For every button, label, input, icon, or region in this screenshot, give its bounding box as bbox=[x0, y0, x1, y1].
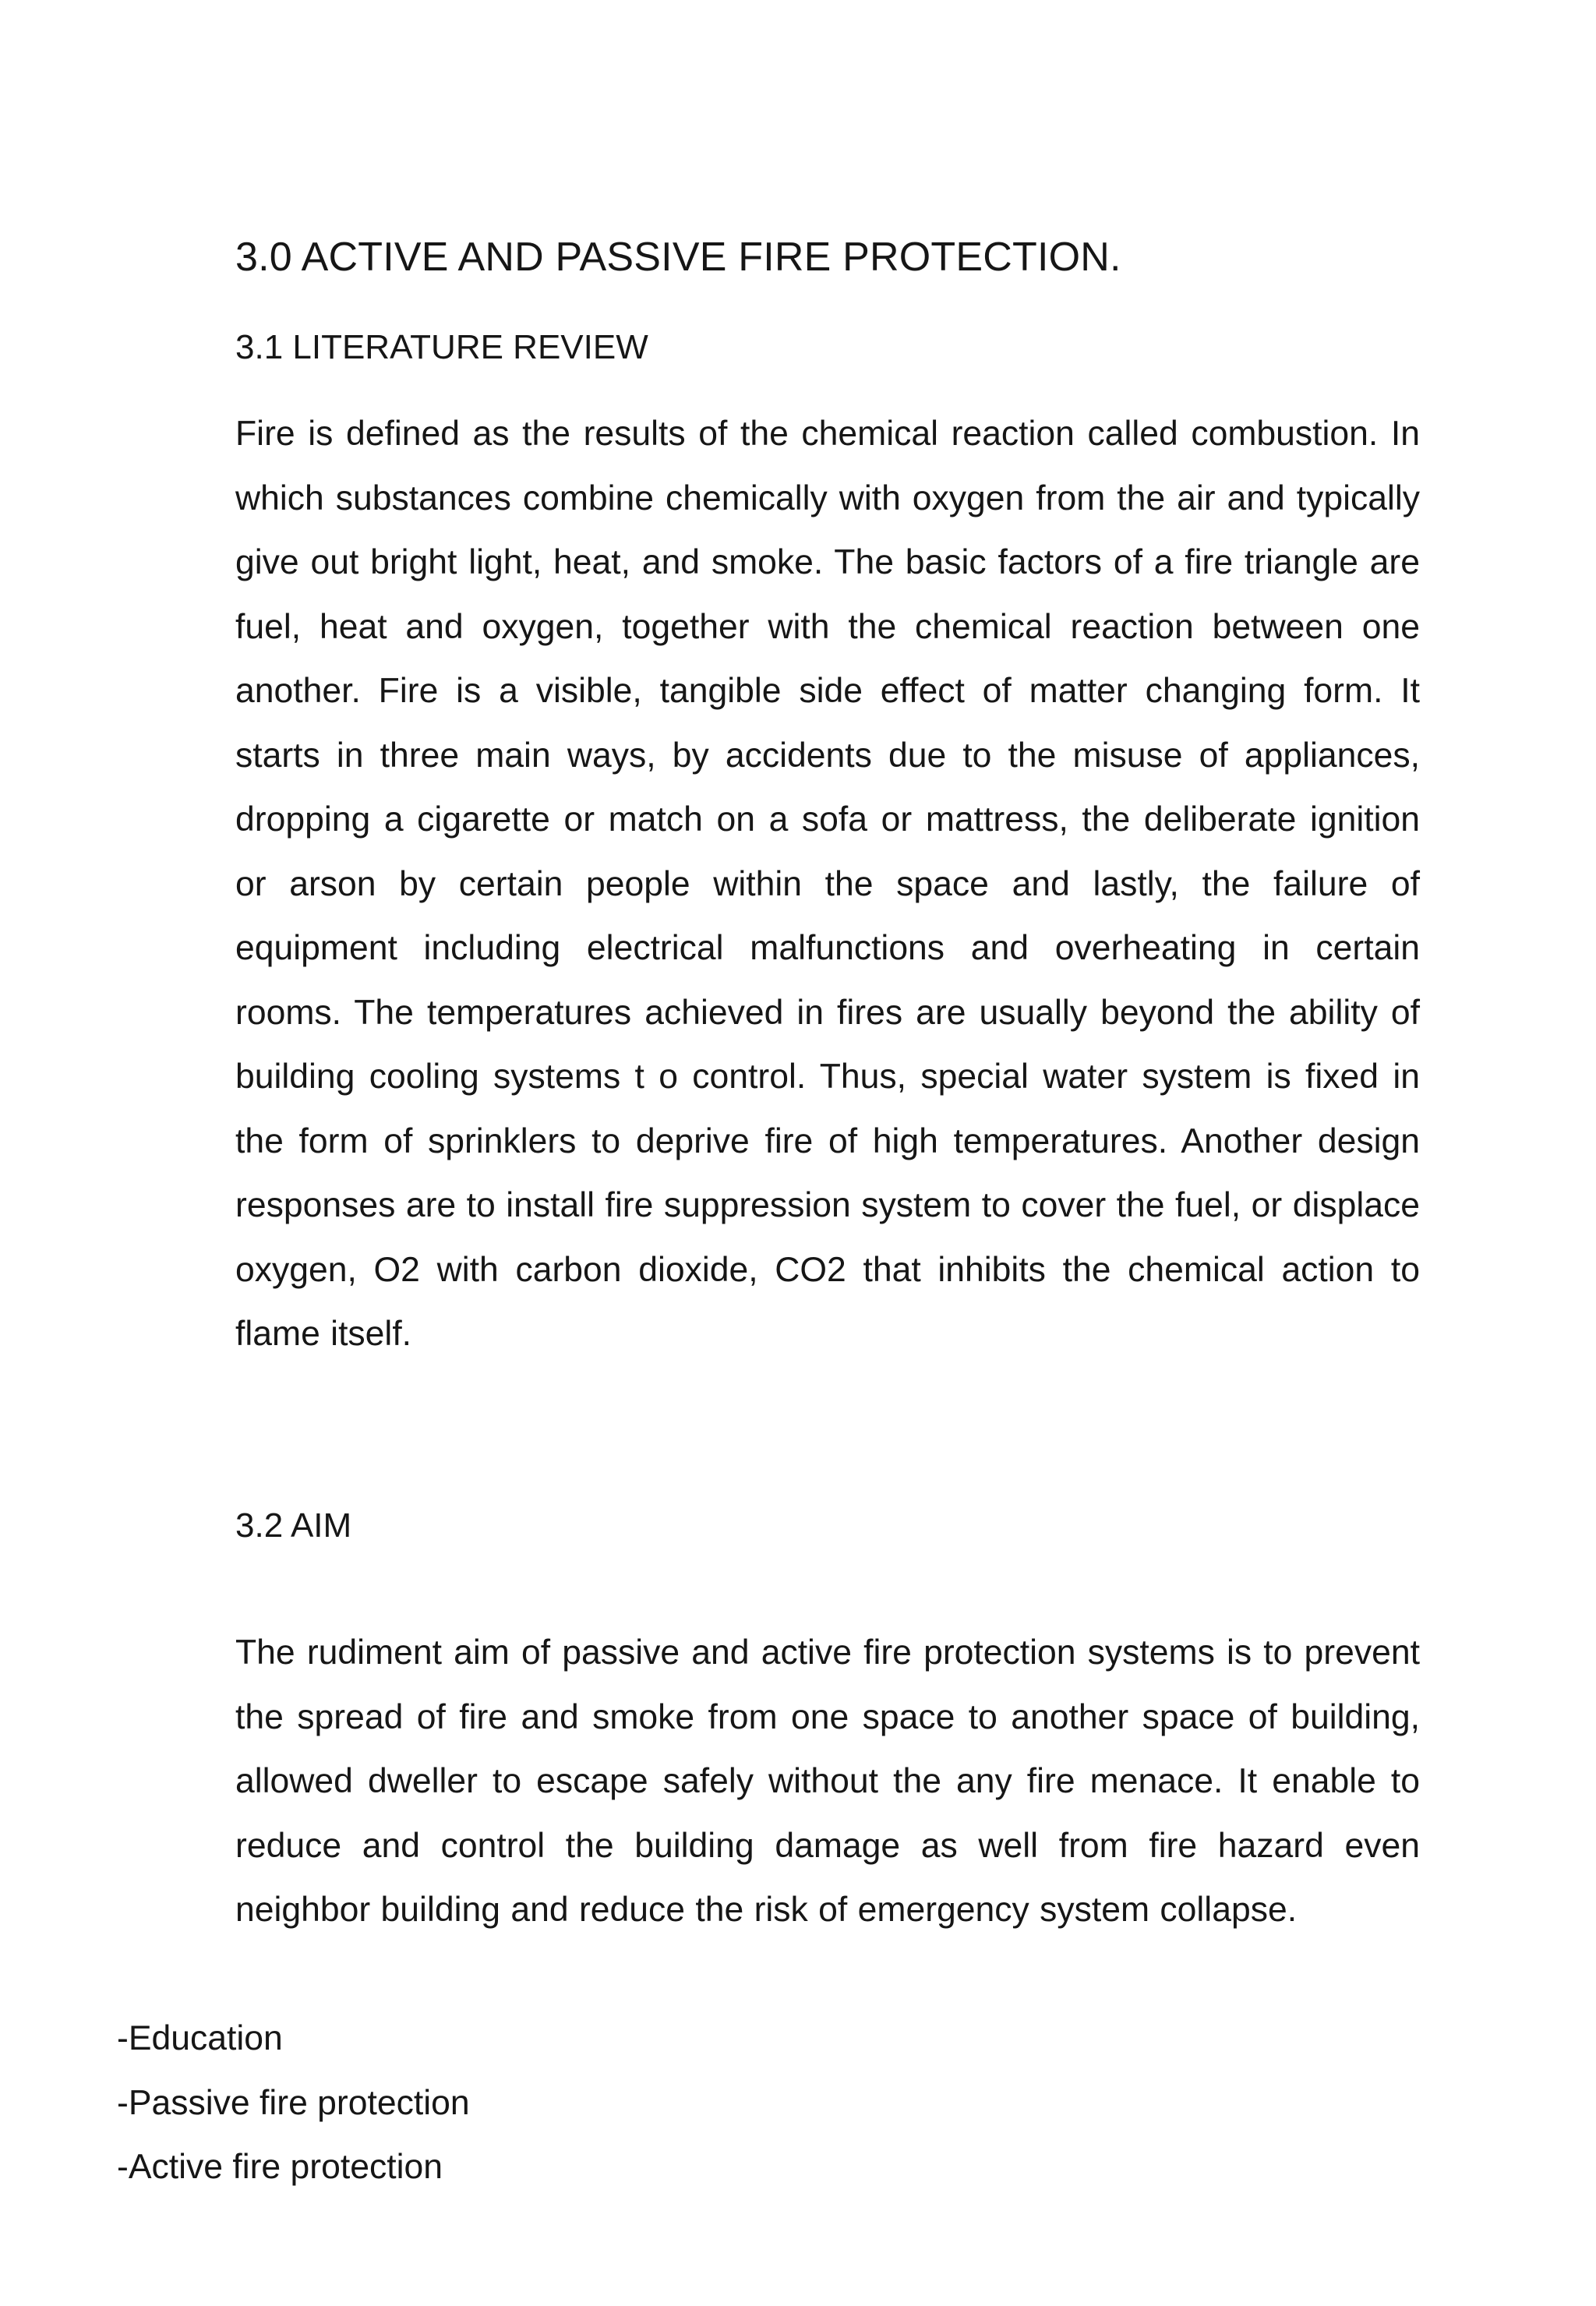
aim-list-item-active-fire-protection: -Active fire protection bbox=[117, 2148, 443, 2186]
aim-list-item-education: -Education bbox=[117, 2019, 283, 2057]
aim-list bbox=[117, 2007, 470, 2200]
aim-list-item-passive-fire-protection: -Passive fire protection bbox=[117, 2083, 470, 2122]
aim-heading: 3.2 AIM bbox=[235, 1506, 352, 1545]
literature-review-heading: 3.1 LITERATURE REVIEW bbox=[235, 328, 648, 366]
literature-review-paragraph: Fire is defined as the results of the chemical reaction called combustion. In which substances combine chemically with oxygen from the air and typically give out bright light, heat, and smoke. The basic factors of a fire triangle are fuel, heat and oxygen, together with the chemical reaction between one another. Fire is a visible, tangible side effect of matter changing form. It starts in three main ways, by accidents due to the misuse of appliances, dropping a cigarette or match on a sofa or mattress, the deliberate ignition or arson by certain people within the space and lastly, the failure of equipment including electrical malfunctions and overheating in certain rooms. The temperatures achieved in fires are usually beyond the ability of building cooling systems t o control. Thus, special water system is fixed in the form of sprinklers to deprive fire of high temperatures. Another design responses are to install fire suppression system to cover the fuel, or displace oxygen, O2 with carbon dioxide, CO2 that inhibits the chemical action to flame itself. bbox=[235, 415, 1420, 1353]
aim-paragraph: The rudiment aim of passive and active fire protection systems is to prevent the spread of fire and smoke from one space to another space of building, allowed dweller to escape safely without the any fire menace. It enable to reduce and control the building damage as well from fire hazard even neighbor building and reduce the risk of emergency system collapse. bbox=[235, 1633, 1420, 1929]
section-title: 3.0 ACTIVE AND PASSIVE FIRE PROTECTION. bbox=[235, 235, 1121, 280]
